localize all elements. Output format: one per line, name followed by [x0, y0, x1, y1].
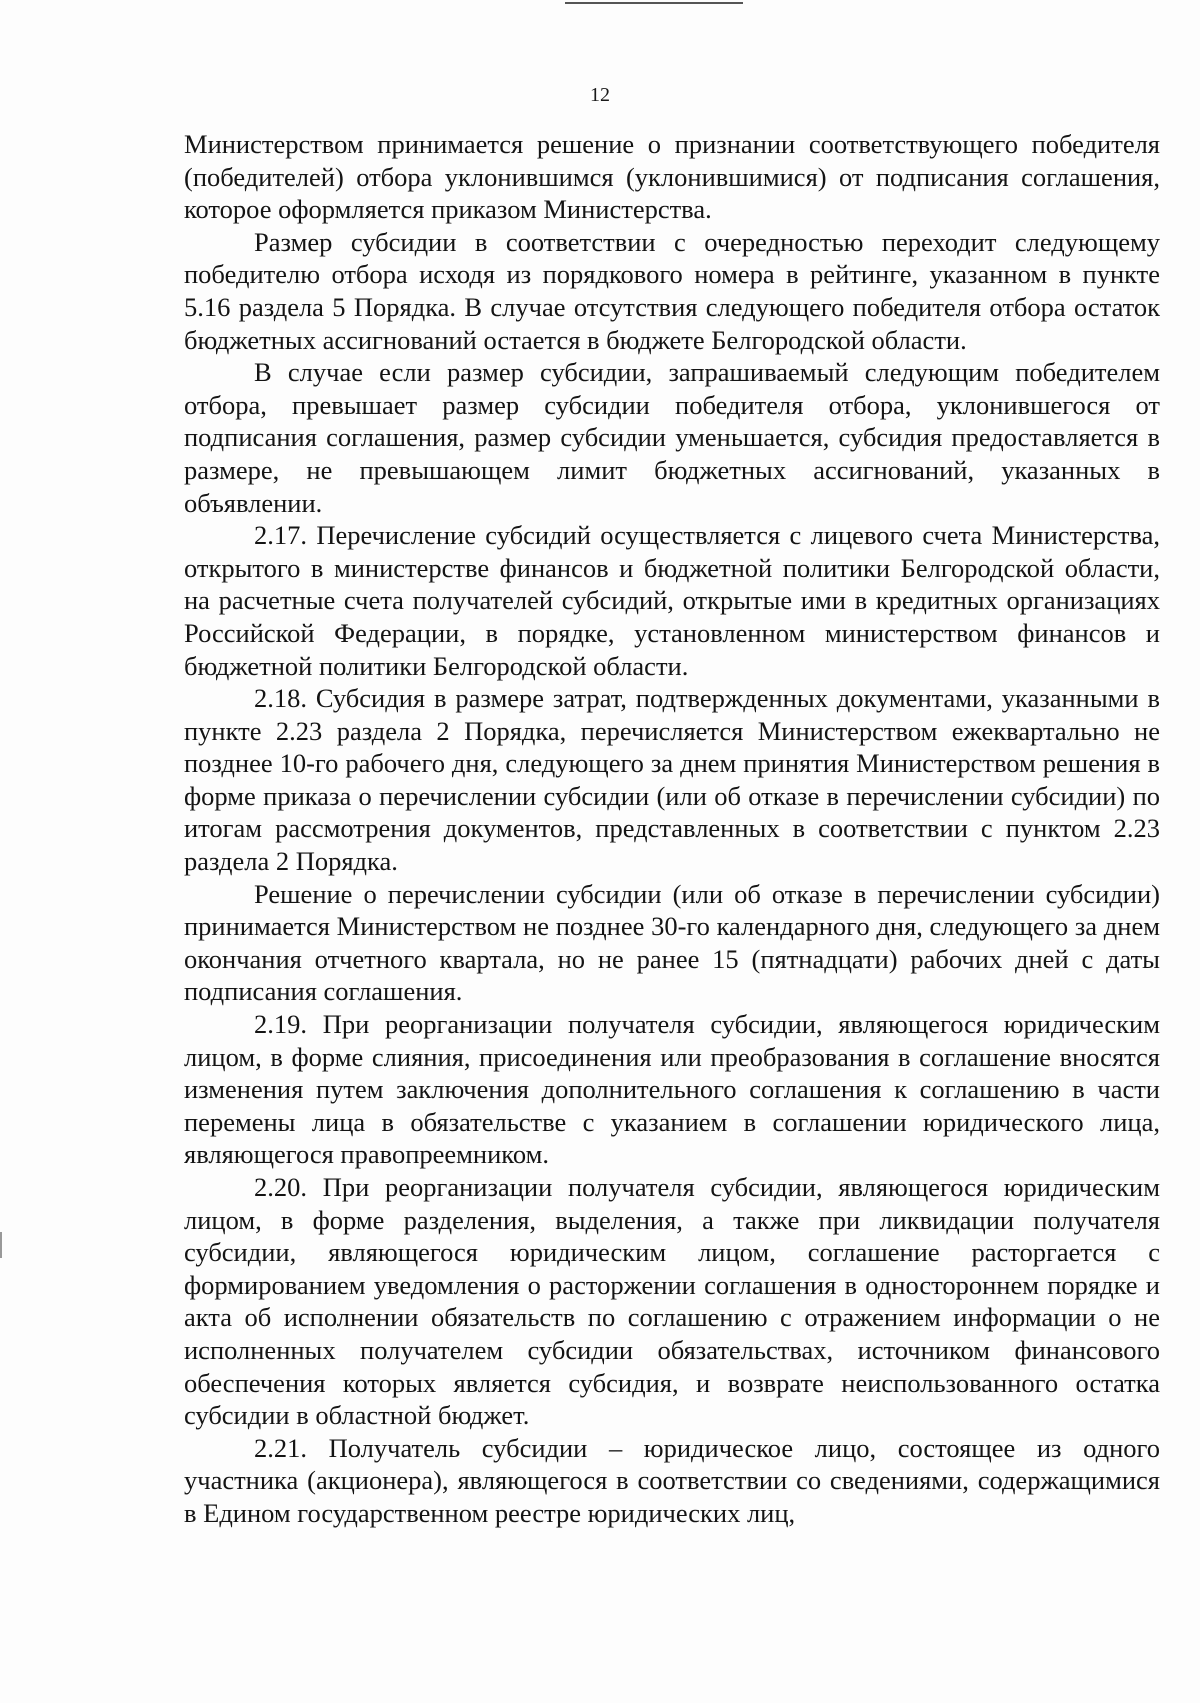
paragraph-2-19: 2.19. При реорганизации получателя субсидии, являющегося юридическим лицом, в форме слияния, присоединения или преобразования в соглашение вносятся изменения путем заключения дополнительного соглашения к соглашению в части перемены лица в обязательстве с указанием в соглашении юридического лица, являющегося правопреемником. [184, 1009, 1160, 1170]
paragraph-transfer-decision: Решение о перечислении субсидии (или об отказе в перечислении субсидии) принимается Министерством не позднее 30-го календарного дня, следующего за днем окончания отчетного квартала, но не ранее 15 (пятнадцати) рабочих дней с даты подписания соглашения. [184, 878, 1160, 1007]
paragraph-subsidy-transfer: Размер субсидии в соответствии с очередностью переходит следующему победителю отбора исходя из порядкового номера в рейтинге, указанном в пункте 5.16 раздела 5 Порядка. В случае отсутствия следующего победителя отбора остаток бюджетных ассигнований остается в бюджете Белгородской области. [184, 226, 1160, 355]
scan-edge-mark [0, 1232, 2, 1258]
paragraph-subsidy-reduction: В случае если размер субсидии, запрашиваемый следующим победителем отбора, превышает размер субсидии победителя отбора, уклонившегося от подписания соглашения, размер субсидии уменьшается, субсидия предоставляется в размере, не превышающем лимит бюджетных ассигнований, указанных в объявлении. [184, 357, 1160, 518]
document-body [184, 128, 1160, 1530]
page-number: 12 [590, 84, 610, 106]
top-scan-line [565, 2, 743, 4]
paragraph-continuation: Министерством принимается решение о признании соответствующего победителя (победителей) отбора уклонившимся (уклонившимися) от подписания соглашения, которое оформляется приказом Министерства. [184, 129, 1160, 225]
paragraph-2-17: 2.17. Перечисление субсидий осуществляется с лицевого счета Министерства, открытого в министерстве финансов и бюджетной политики Белгородской области, на расчетные счета получателей субсидий, открытые ими в кредитных организациях Российской Федерации, в порядке, установленном министерством финансов и бюджетной политики Белгородской области. [184, 520, 1160, 681]
paragraph-2-21: 2.21. Получатель субсидии – юридическое лицо, состоящее из одного участника (акционера), являющегося в соответствии со сведениями, содержащимися в Едином государственном реестре юридических лиц, [184, 1432, 1160, 1528]
paragraph-2-18: 2.18. Субсидия в размере затрат, подтвержденных документами, указанными в пункте 2.23 раздела 2 Порядка, перечисляется Министерством ежеквартально не позднее 10-го рабочего дня, следующего за днем принятия Министерством решения в форме приказа о перечислении субсидии (или об отказе в перечислении субсидии) по итогам рассмотрения документов, представленных в соответствии с пунктом 2.23 раздела 2 Порядка. [184, 683, 1160, 877]
paragraph-2-20: 2.20. При реорганизации получателя субсидии, являющегося юридическим лицом, в форме разделения, выделения, а также при ликвидации получателя субсидии, являющегося юридическим лицом, соглашение расторгается с формированием уведомления о расторжении соглашения в одностороннем порядке и акта об исполнении обязательств по соглашению с отражением информации о не исполненных получателем субсидии обязательствах, источником финансового обеспечения которых является субсидия, и возврате неиспользованного остатка субсидии в областной бюджет. [184, 1172, 1160, 1431]
